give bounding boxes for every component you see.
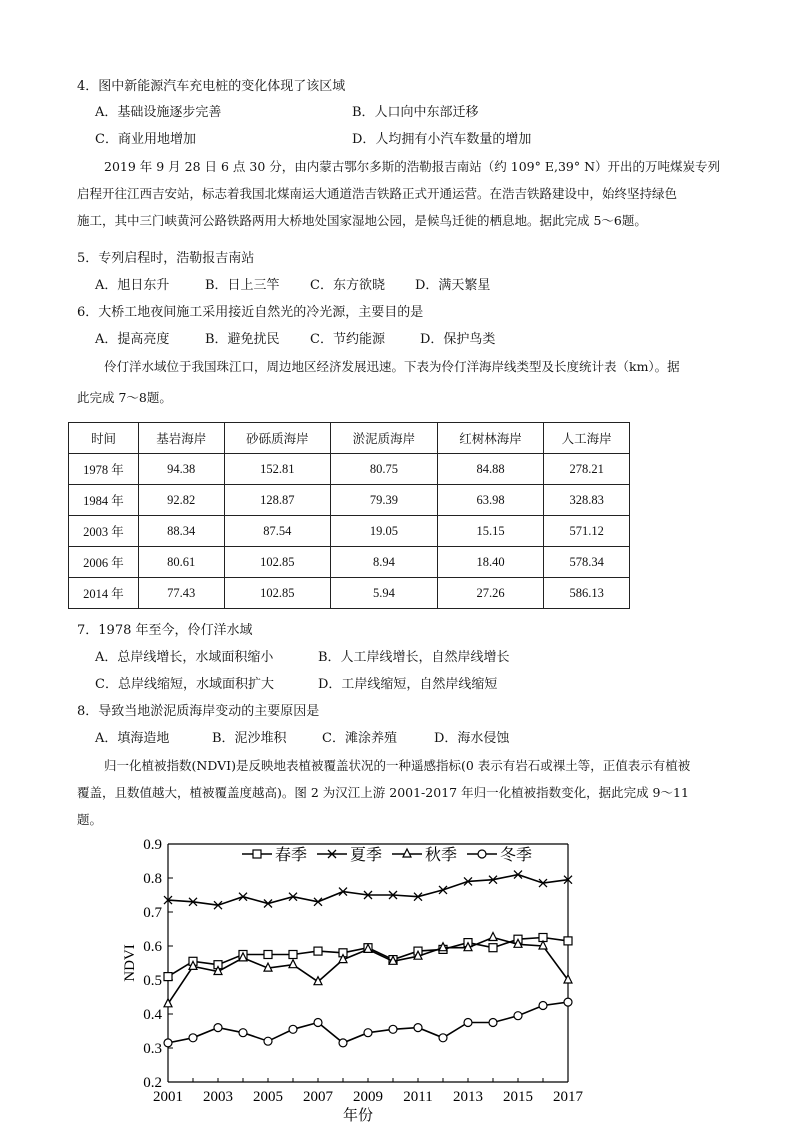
question-6-option-d: D．保护鸟类 <box>420 332 496 347</box>
question-6-option-a: A．提高亮度 <box>95 332 170 347</box>
question-5-option-c: C．东方欲晓 <box>310 278 385 293</box>
x-tick-label: 2005 <box>253 1089 283 1105</box>
data-point <box>314 947 322 955</box>
series-2 <box>164 871 572 910</box>
table-header-cell: 时间 <box>69 423 139 454</box>
table-header-cell: 砂砾质海岸 <box>224 423 331 454</box>
x-tick-label: 2003 <box>203 1089 233 1105</box>
x-axis-label: 年份 <box>342 1108 374 1122</box>
y-tick-label: 0.2 <box>143 1075 162 1091</box>
table-cell: 15.15 <box>437 516 544 547</box>
data-point <box>539 941 547 949</box>
question-4-option-d: D．人均拥有小汽车数量的增加 <box>352 132 532 147</box>
table-cell: 79.39 <box>331 485 438 516</box>
data-point <box>289 1025 297 1033</box>
table-cell: 578.34 <box>544 547 630 578</box>
table-cell: 278.21 <box>544 454 630 485</box>
table-cell: 2006 年 <box>69 547 139 578</box>
data-point <box>414 1024 422 1032</box>
table-cell: 152.81 <box>224 454 331 485</box>
passage-2-line-2: 此完成 7～8题。 <box>77 390 172 405</box>
table-cell: 84.88 <box>437 454 544 485</box>
table-cell: 1984 年 <box>69 485 139 516</box>
passage-3-line-3: 题。 <box>77 812 103 827</box>
table-cell: 586.13 <box>544 578 630 609</box>
legend-marker <box>403 849 411 857</box>
data-point <box>489 1019 497 1027</box>
data-point <box>189 1034 197 1042</box>
table-cell: 80.75 <box>331 454 438 485</box>
question-7-option-a: A．总岸线增长，水域面积缩小 <box>95 650 274 665</box>
table-cell: 19.05 <box>331 516 438 547</box>
y-tick-label: 0.7 <box>143 905 162 921</box>
passage-3-line-2: 覆盖，且数值越大，植被覆盖度越高)。图 2 为汉江上游 2001-2017 年归一化植被指数变化，据此完成 9～11 <box>77 785 689 800</box>
data-point <box>489 933 497 941</box>
x-tick-label: 2013 <box>453 1089 483 1105</box>
series-3 <box>164 933 572 1007</box>
question-5-option-d: D．满天繁星 <box>415 278 491 293</box>
data-point <box>389 1025 397 1033</box>
data-point <box>164 1039 172 1047</box>
table-cell: 328.83 <box>544 485 630 516</box>
table-header-cell: 人工海岸 <box>544 423 630 454</box>
table-row <box>69 578 630 609</box>
data-point <box>339 1039 347 1047</box>
x-tick-label: 2009 <box>353 1089 383 1105</box>
data-point <box>564 937 572 945</box>
passage-2-line-1: 伶仃洋水域位于我国珠江口，周边地区经济发展迅速。下表为伶仃洋海岸线类型及长度统计表（km）。据 <box>104 359 680 374</box>
passage-1-line-1: 2019 年 9 月 28 日 6 点 30 分，由内蒙古鄂尔多斯的浩勒报吉南站（约 109° E,39° N）开出的万吨煤炭专列 <box>104 159 721 174</box>
table-row <box>69 547 630 578</box>
y-tick-label: 0.4 <box>143 1007 162 1023</box>
data-point <box>364 1029 372 1037</box>
table-cell: 77.43 <box>138 578 224 609</box>
y-tick-label: 0.5 <box>143 973 162 989</box>
data-point <box>264 951 272 959</box>
data-point <box>539 1002 547 1010</box>
question-8-option-a: A．填海造地 <box>95 731 170 746</box>
data-point <box>514 1012 522 1020</box>
passage-1-line-3: 施工，其中三门峡黄河公路铁路两用大桥地处国家湿地公园，是候鸟迁徙的栖息地。据此完成 5～6题。 <box>77 213 647 228</box>
y-tick-label: 0.9 <box>143 837 162 853</box>
series-1 <box>164 934 572 981</box>
question-6-stem: 6．大桥工地夜间施工采用接近自然光的冷光源，主要目的是 <box>77 305 424 320</box>
data-point <box>239 1029 247 1037</box>
legend-marker <box>253 850 261 858</box>
table-cell: 1978 年 <box>69 454 139 485</box>
table-cell: 63.98 <box>437 485 544 516</box>
table-cell: 87.54 <box>224 516 331 547</box>
question-7-option-b: B．人工岸线增长，自然岸线增长 <box>318 650 510 665</box>
table-row <box>69 516 630 547</box>
data-point <box>439 1034 447 1042</box>
table-cell: 18.40 <box>437 547 544 578</box>
data-point <box>489 944 497 952</box>
table-header-row <box>69 423 630 454</box>
table-row <box>69 454 630 485</box>
question-8-stem: 8．导致当地淤泥质海岸变动的主要原因是 <box>77 704 320 719</box>
series-line <box>168 875 568 906</box>
table-header-cell: 红树林海岸 <box>437 423 544 454</box>
ndvi-line-chart <box>120 832 600 1122</box>
data-point <box>289 951 297 959</box>
question-6-option-b: B．避免扰民 <box>205 332 280 347</box>
question-5-stem: 5．专列启程时，浩勒报吉南站 <box>77 251 255 266</box>
table-cell: 571.12 <box>544 516 630 547</box>
question-8-option-d: D．海水侵蚀 <box>434 731 510 746</box>
question-8-option-c: C．滩涂养殖 <box>322 731 397 746</box>
table-header-cell: 基岩海岸 <box>138 423 224 454</box>
x-tick-label: 2015 <box>503 1089 533 1105</box>
series-4 <box>164 998 572 1047</box>
table-cell: 2003 年 <box>69 516 139 547</box>
question-6-option-c: C．节约能源 <box>310 332 385 347</box>
data-point <box>214 1024 222 1032</box>
data-point <box>164 973 172 981</box>
data-point <box>564 998 572 1006</box>
legend-label: 春季 <box>275 847 308 864</box>
legend-label: 夏季 <box>350 847 383 864</box>
table-cell: 88.34 <box>138 516 224 547</box>
question-4-option-a: A．基础设施逐步完善 <box>95 105 222 120</box>
table-cell: 102.85 <box>224 547 331 578</box>
table-cell: 102.85 <box>224 578 331 609</box>
question-4-option-b: B．人口向中东部迁移 <box>352 105 479 120</box>
question-4-option-c: C．商业用地增加 <box>95 132 196 147</box>
question-5-option-b: B．日上三竿 <box>205 278 280 293</box>
legend-label: 冬季 <box>500 847 533 864</box>
data-point <box>314 1019 322 1027</box>
table-cell: 5.94 <box>331 578 438 609</box>
x-tick-label: 2017 <box>553 1089 583 1105</box>
legend-label: 秋季 <box>425 847 458 864</box>
question-7-option-c: C．总岸线缩短，水域面积扩大 <box>95 677 274 692</box>
table-cell: 128.87 <box>224 485 331 516</box>
table-header-cell: 淤泥质海岸 <box>331 423 438 454</box>
question-7-option-d: D．工岸线缩短，自然岸线缩短 <box>318 677 498 692</box>
passage-3-line-1: 归一化植被指数(NDVI)是反映地表植被覆盖状况的一种遥感指标(0 表示有岩石或裸土等，正值表示有植被 <box>104 758 691 773</box>
y-axis-label: NDVI <box>122 944 138 982</box>
table-cell: 92.82 <box>138 485 224 516</box>
table-cell: 80.61 <box>138 547 224 578</box>
x-tick-label: 2001 <box>153 1089 183 1105</box>
question-7-stem: 7．1978 年至今，伶仃洋水域 <box>77 623 253 638</box>
passage-1-line-2: 启程开往江西吉安站，标志着我国北煤南运大通道浩吉铁路正式开通运营。在浩吉铁路建设中，始终坚持绿色 <box>77 186 678 201</box>
x-tick-label: 2011 <box>403 1089 433 1105</box>
table-cell: 8.94 <box>331 547 438 578</box>
data-point <box>464 1019 472 1027</box>
x-tick-label: 2007 <box>303 1089 333 1105</box>
y-tick-label: 0.6 <box>143 939 162 955</box>
y-tick-label: 0.8 <box>143 871 162 887</box>
table-cell: 2014 年 <box>69 578 139 609</box>
chart-legend <box>242 845 532 864</box>
y-tick-label: 0.3 <box>143 1041 162 1057</box>
question-8-option-b: B．泥沙堆积 <box>212 731 287 746</box>
data-point <box>289 960 297 968</box>
table-cell: 94.38 <box>138 454 224 485</box>
table-row <box>69 485 630 516</box>
table-cell: 27.26 <box>437 578 544 609</box>
question-5-option-a: A．旭日东升 <box>95 278 170 293</box>
question-4-stem: 4．图中新能源汽车充电桩的变化体现了该区域 <box>77 79 346 94</box>
coastline-length-table <box>68 422 630 609</box>
legend-marker <box>478 850 486 858</box>
data-point <box>264 1037 272 1045</box>
